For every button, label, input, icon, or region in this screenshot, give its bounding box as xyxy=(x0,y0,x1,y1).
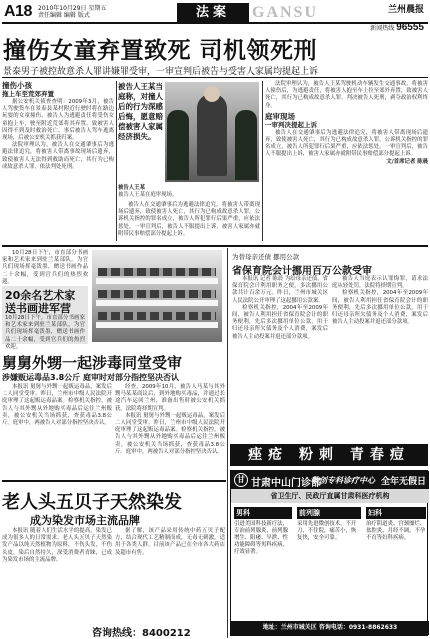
masthead xyxy=(2,2,428,33)
issue-info xyxy=(38,5,118,19)
panel2-label: 前列腺 xyxy=(297,507,361,519)
desk-row xyxy=(96,278,218,284)
right-column-2 xyxy=(332,276,428,440)
lead-col1-head: 撞伤小孩 xyxy=(2,81,32,90)
clinic-panel-1 xyxy=(234,507,292,619)
clinic-name: 甘肃中山门诊部 xyxy=(251,478,321,489)
right-kicker: 为替母亲还债 挪用公款 xyxy=(232,253,300,261)
divider xyxy=(2,245,428,247)
right-text: 本报讯 记者 陈晨 为给母亲还债，省保育院会计利用职务之便，多次挪用公款共计百余万元。昨日，兰州市城关区人民法院公开审理了这起挪用公款案。 xyxy=(232,276,329,304)
right-column-1 xyxy=(232,276,328,440)
hotline xyxy=(370,22,424,33)
clinic-ad xyxy=(230,470,428,636)
divider xyxy=(2,77,428,78)
lead-col1-sub: 拖上车至荒郊弃置 xyxy=(2,90,54,98)
conference-photo xyxy=(92,250,222,342)
issue-editors: 责任编辑 编辑 版式 xyxy=(38,12,90,19)
story3-text: 本报讯 随着人们生活水平的提高，染发已成为很多人的日常需求。老人头五贝子天然染发产品以纯天然植物为原料，不伤头发，不伤头皮，染后自然持久，深受消费者青睐，已成为染发市场的主流品牌。 xyxy=(2,528,112,563)
audience-row xyxy=(98,268,216,276)
phone-label: 咨询热线： xyxy=(92,628,142,639)
right-headline: 省保育院会计挪用百万公款受审 xyxy=(232,266,372,277)
story3-phone xyxy=(92,624,226,639)
clinic-panel-3 xyxy=(366,507,426,619)
clinic-ad-header xyxy=(231,471,429,489)
clinic-open-days: 全年无假日 xyxy=(380,477,426,487)
clinic-accreditation: 省卫生厅、民政厅直属甘肃科医疗机构 xyxy=(231,489,429,503)
lead-col1-text2: 法院审理认为，被告人在交通肇事后为逃避法律追究，将被害人带离事故现场后遗弃，致使被害人无法得到救助而死亡，其行为已构成故意杀人罪，依法判处死刑。 xyxy=(2,142,114,170)
right-text3: 被告人当庭表示认罪悔罪，请求法庭从轻处罚。法院将择期宣判。 xyxy=(332,276,428,290)
right-text2: 检察机关指控，2004年至2009年间，被告人利用担任省保育院会计的职务便利，先后多次挪用单位公款，用于归还母亲所欠债务及个人消费，案发后被告人主动投案并退还部分款项。 xyxy=(232,304,328,340)
lead-subhead: 景泰男子被控故意杀人罪讲嫌罪受审，一审宣判后被告与受害人家属均提起上诉 xyxy=(3,67,319,77)
defendant-photo xyxy=(165,82,259,182)
story2-text-cont: 本报讯 舅舅与外甥一起贩运毒品，案发后二人同堂受审。昨日，兰州市中级人民法院开庭审理了这起贩运毒品案。检察机关指控，被告人与其外甥从外地购买毒品后运往兰州贩卖，被公安机关当场抓获，查获毒品3.8公斤。庭审中，两被告人对部分指控坚决否认。 xyxy=(115,412,225,455)
panel1-label: 男科 xyxy=(234,507,292,519)
lead-col4-head: 庭审现场 xyxy=(265,111,295,121)
column-divider xyxy=(116,81,117,241)
art-donation-title: 20余名艺术家送书画进军营 xyxy=(5,289,76,315)
lead-col3-text: 被告人在交通肇事后为逃避法律追究，将被害人带离现场后遗弃，致使被害人死亡，其行为已构成故意杀人罪。公诉机关指控的罪名成立，被告人所犯罪行后果严重，应依法惩处。一审宣判后，被告人不服提出上诉，被害人家属亦就附带民事赔偿部分提起上诉。 xyxy=(118,202,260,237)
photo-caption xyxy=(118,185,260,199)
clinic-slogan: 敬创专科诊疗中心 xyxy=(311,475,375,485)
story2-subhead: 涉嫌贩运毒品3.8公斤 庭审时对部分指控坚决否认 xyxy=(2,373,179,382)
clinic-panel-2 xyxy=(297,507,361,619)
clinic-logo-icon: 甘 xyxy=(234,473,248,487)
lead-column-3 xyxy=(118,202,260,242)
panel3-text: 治疗阴道炎、宫颈糜烂、盆腔炎、月经不调、不孕不育等妇科疾病。 xyxy=(366,521,426,541)
defendant-head xyxy=(204,86,220,102)
page-number: A18 xyxy=(4,3,32,20)
lead-column-4 xyxy=(265,81,428,241)
desk-row xyxy=(96,300,218,306)
issue-date: 2010年10月29日 星期五 xyxy=(38,5,107,12)
phone-number: 8400212 xyxy=(142,628,191,639)
defendant-figure xyxy=(197,94,227,176)
lead-col1-text: 据公安机关侦查查明：2009年3月，被告人驾驶货车在景泰县某村附近行驶时将在路边玩耍的女童撞伤，被告人为逃避责任将受伤女童抱上车，驶至附近荒郊将其弃置，致被害人因得不到及时救治死亡。事后被告人驾车逃离现场，后被公安机关抓获归案。 xyxy=(2,99,114,142)
audience-row xyxy=(98,290,216,298)
story3-subhead: 成为染发市场主流品牌 xyxy=(30,514,140,527)
desk-row xyxy=(96,322,218,328)
panel1-text: 引进美国科技新疗法，专治前列腺炎、前列腺增生、阳痿、早泄、性功能障碍等男科疾病，疗效显著。 xyxy=(234,521,288,555)
story3-column-1 xyxy=(2,528,112,636)
story2-headline: 舅舅外甥一起涉毒同堂受审 xyxy=(2,354,183,372)
story2-text2: 经查，2009年10月，被告人马某与其外甥马某某商议后，到外地购买毒品，并通过长途汽车运回兰州，准备出售时被公安机关抓获。法院将择期宣判。 xyxy=(115,384,225,412)
panel2-text: 采用先进微创技术，不开刀，不住院，痛苦小，恢复快，安全可靠。 xyxy=(297,521,357,541)
story3-headline: 老人头五贝子天然染发 xyxy=(2,492,182,513)
hotline-number: 96555 xyxy=(396,22,424,33)
lead-col3-text-cont: 被告人在交通肇事后为逃避法律追究，将被害人带离现场后遗弃，致使被害人死亡，其行为已构成故意杀人罪。公诉机关指控的罪名成立，被告人所犯罪行后果严重，应依法惩处。一审宣判后，被告人不服提出上诉，被害人家属亦就附带民事赔偿部分提起上诉。 xyxy=(265,129,428,158)
audience-row xyxy=(98,312,216,320)
lead-quote: 被告人王某当庭称，对撞人后的行为深感后悔，愿意赔偿被害人家属经济损失。 xyxy=(118,82,163,141)
art-donation-text: 10月28日下午，市直部分书画家和艺术家来到驻兰某部队，为官兵们现场挥毫泼墨，赠送书画作品二十余幅，受到官兵们的热烈欢迎。 xyxy=(5,315,85,350)
story2-column-1 xyxy=(2,384,112,476)
guard-figure-right xyxy=(235,110,257,180)
caption-text: 被告人王某在庭审现场。 xyxy=(118,192,178,198)
lead-headline: 撞伤女童弃置致死 司机领死刑 xyxy=(3,38,318,64)
story2-column-2 xyxy=(115,384,225,476)
lead-col4-text: 法院审理认为，被告人王某驾驶机动车辆发生交通事故，将被害人撞伤后，为逃避责任，将被害人抱至车上拉至郊外弃置，致被害人死亡，其行为已构成故意杀人罪。判决被告人死刑，剥夺政治权利终身。 xyxy=(265,81,428,109)
column-divider xyxy=(227,248,228,638)
column-divider xyxy=(262,81,263,241)
masthead-watermark: GANSU xyxy=(252,4,319,21)
art-donation-box xyxy=(2,286,88,350)
divider xyxy=(2,480,226,482)
left-brief xyxy=(2,250,88,284)
section-label: 法案 xyxy=(177,3,249,22)
story3-text2: 据了解，该产品采用传统中药五贝子配方，结合现代工艺精制而成，无毒无刺激，适用于各类人群。目前该产品已在全市各大药店及超市有售。 xyxy=(115,528,225,556)
guard-figure-left xyxy=(167,110,189,180)
clinic-contact: 地址：兰州市城关区 咨询电话：0931-8862633 xyxy=(231,621,429,635)
brand-name: 兰州晨报 xyxy=(387,5,424,15)
hotline-label: 新闻热线 xyxy=(370,25,395,32)
panel3-label: 妇科 xyxy=(366,507,426,519)
left-brief-text: 10月28日下午，市直部分书画家和艺术家来到驻兰某部队，为官兵们现场挥毫泼墨，赠送书画作品二十余幅，受到官兵们的热烈欢迎。 xyxy=(2,250,88,285)
acne-ad-banner: 痤疮 粉刺 青春痘 xyxy=(230,444,428,466)
lead-column-1 xyxy=(2,81,114,241)
story3-column-2 xyxy=(115,528,225,622)
caption-title: 被告人王某 xyxy=(118,185,145,191)
right-text-cont: 检察机关指控，2004年至2009年间，被告人利用担任省保育院会计的职务便利，先后多次挪用单位公款，用于归还母亲所欠债务及个人消费，案发后被告人主动投案并退还部分款项。 xyxy=(332,290,428,326)
lead-col4-sub: 一审判决提起上诉 xyxy=(265,120,317,129)
brand xyxy=(370,2,424,34)
story2-text: 本报讯 舅舅与外甥一起贩运毒品，案发后二人同堂受审。昨日，兰州市中级人民法院开庭审理了这起贩运毒品案。检察机关指控，被告人与其外甥从外地购买毒品后运往兰州贩卖，被公安机关当场抓获，查获毒品3.8公斤。庭审中，两被告人对部分指控坚决否认。 xyxy=(2,384,112,427)
lead-byline: 文/首席记者 陈晨 xyxy=(386,158,428,165)
